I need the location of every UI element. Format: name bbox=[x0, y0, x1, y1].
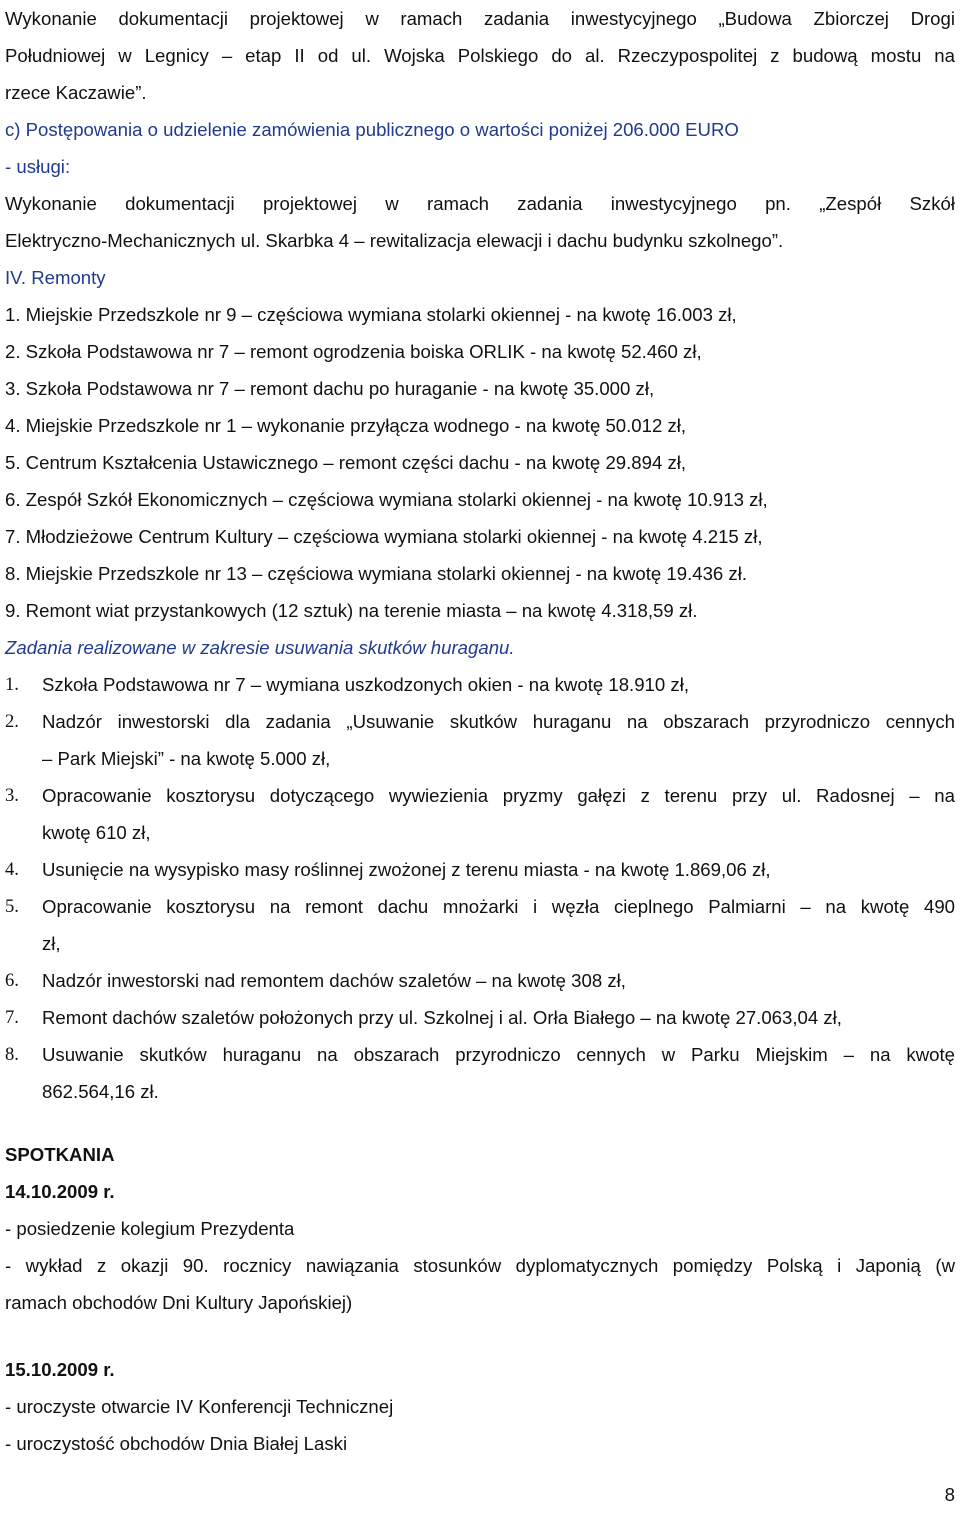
huragan-section bbox=[5, 629, 955, 1110]
item-number: 5. bbox=[5, 896, 19, 917]
item-number: 2. bbox=[5, 711, 19, 732]
item-text: Usunięcie na wysypisko masy roślinnej zwożonej z terenu miasta - na kwotę 1.869,06 zł, bbox=[42, 859, 771, 880]
remonty-section bbox=[5, 259, 955, 629]
list-item: 2. Szkoła Podstawowa nr 7 – remont ogrodzenia boiska ORLIK - na kwotę 52.460 zł, bbox=[5, 341, 702, 362]
list-item bbox=[5, 703, 955, 740]
list-item: 7. Młodzieżowe Centrum Kultury – częściowa wymiana stolarki okiennej - na kwotę 4.215 zł, bbox=[5, 526, 763, 547]
list-item: 3. Szkoła Podstawowa nr 7 – remont dachu po huraganie - na kwotę 35.000 zł, bbox=[5, 378, 655, 399]
list-item bbox=[5, 1036, 955, 1073]
list-item: 5. Centrum Kształcenia Ustawicznego – remont części dachu - na kwotę 29.894 zł, bbox=[5, 452, 687, 473]
meeting-item: - uroczyste otwarcie IV Konferencji Technicznej bbox=[5, 1396, 394, 1417]
section-c-subheading: - usługi: bbox=[5, 156, 71, 177]
section-c-line: Elektryczno-Mechanicznych ul. Skarbka 4 – rewitalizacja elewacji i dachu budynku szkolnego”. bbox=[5, 230, 784, 251]
spotkania-section bbox=[5, 1136, 955, 1462]
list-item: 8. Miejskie Przedszkole nr 13 – częściowa wymiana stolarki okiennej - na kwotę 19.436 zł. bbox=[5, 563, 748, 584]
item-text: Usuwanie skutków huraganu na obszarach przyrodniczo cennych w Parku Miejskim – na kwotę bbox=[42, 1044, 955, 1065]
list-item: 9. Remont wiat przystankowych (12 sztuk) na terenie miasta – na kwotę 4.318,59 zł. bbox=[5, 600, 698, 621]
meeting-item-continuation: ramach obchodów Dni Kultury Japońskiej) bbox=[5, 1292, 353, 1313]
item-text-continuation: kwotę 610 zł, bbox=[42, 822, 151, 843]
list-item: 4. Miejskie Przedszkole nr 1 – wykonanie przyłącza wodnego - na kwotę 50.012 zł, bbox=[5, 415, 687, 436]
item-number: 8. bbox=[5, 1044, 19, 1065]
item-text-continuation: – Park Miejski” - na kwotę 5.000 zł, bbox=[42, 748, 331, 769]
item-text: Remont dachów szaletów położonych przy ul. Szkolnej i al. Orła Białego – na kwotę 27.063,04 zł, bbox=[42, 1007, 842, 1028]
item-number: 6. bbox=[5, 970, 19, 991]
intro-line: Południowej w Legnicy – etap II od ul. Wojska Polskiego do al. Rzeczypospolitej z budową mostu na bbox=[5, 45, 955, 66]
spotkania-heading: SPOTKANIA bbox=[5, 1144, 115, 1165]
list-item: 1. Miejskie Przedszkole nr 9 – częściowa wymiana stolarki okiennej - na kwotę 16.003 zł, bbox=[5, 304, 737, 325]
item-text: Opracowanie kosztorysu na remont dachu mnożarki i węzła cieplnego Palmiarni – na kwotę 490 bbox=[42, 896, 955, 917]
list-item bbox=[5, 962, 955, 999]
list-item bbox=[5, 666, 955, 703]
section-c-heading: c) Postępowania o udzielenie zamówienia publicznego o wartości poniżej 206.000 EURO bbox=[5, 119, 739, 140]
item-text-continuation: zł, bbox=[42, 933, 61, 954]
page-number: 8 bbox=[944, 1484, 955, 1505]
section-c-line: Wykonanie dokumentacji projektowej w ramach zadania inwestycyjnego pn. „Zespół Szkół bbox=[5, 193, 955, 214]
intro-line: rzece Kaczawie”. bbox=[5, 82, 147, 103]
remonty-heading: IV. Remonty bbox=[5, 267, 106, 288]
list-item bbox=[5, 888, 955, 925]
list-item: 6. Zespół Szkół Ekonomicznych – częściowa wymiana stolarki okiennej - na kwotę 10.913 zł, bbox=[5, 489, 768, 510]
item-text: Opracowanie kosztorysu dotyczącego wywiezienia pryzmy gałęzi z terenu przy ul. Radosnej – na bbox=[42, 785, 955, 806]
list-item bbox=[5, 777, 955, 814]
intro-paragraph bbox=[5, 0, 955, 111]
item-number: 3. bbox=[5, 785, 19, 806]
item-number: 7. bbox=[5, 1007, 19, 1028]
item-text: Nadzór inwestorski nad remontem dachów szaletów – na kwotę 308 zł, bbox=[42, 970, 626, 991]
meeting-date: 15.10.2009 r. bbox=[5, 1359, 115, 1380]
meeting-item: - posiedzenie kolegium Prezydenta bbox=[5, 1218, 295, 1239]
item-text-continuation: 862.564,16 zł. bbox=[42, 1081, 159, 1102]
section-c bbox=[5, 111, 955, 259]
intro-line: Wykonanie dokumentacji projektowej w ramach zadania inwestycyjnego „Budowa Zbiorczej Drogi bbox=[5, 8, 955, 29]
list-item bbox=[5, 851, 955, 888]
meeting-item: - wykład z okazji 90. rocznicy nawiązania stosunków dyplomatycznych pomiędzy Polską i Japonią (w bbox=[5, 1255, 955, 1276]
meeting-date: 14.10.2009 r. bbox=[5, 1181, 115, 1202]
meeting-item: - uroczystość obchodów Dnia Białej Laski bbox=[5, 1433, 348, 1454]
item-text: Szkoła Podstawowa nr 7 – wymiana uszkodzonych okien - na kwotę 18.910 zł, bbox=[42, 674, 689, 695]
huragan-heading: Zadania realizowane w zakresie usuwania skutków huraganu. bbox=[5, 637, 515, 658]
document-page bbox=[5, 0, 955, 1462]
list-item bbox=[5, 999, 955, 1036]
item-text: Nadzór inwestorski dla zadania „Usuwanie skutków huraganu na obszarach przyrodniczo cennych bbox=[42, 711, 955, 732]
spacer bbox=[5, 1321, 955, 1351]
item-number: 4. bbox=[5, 859, 19, 880]
spacer bbox=[5, 1110, 955, 1136]
item-number: 1. bbox=[5, 674, 19, 695]
